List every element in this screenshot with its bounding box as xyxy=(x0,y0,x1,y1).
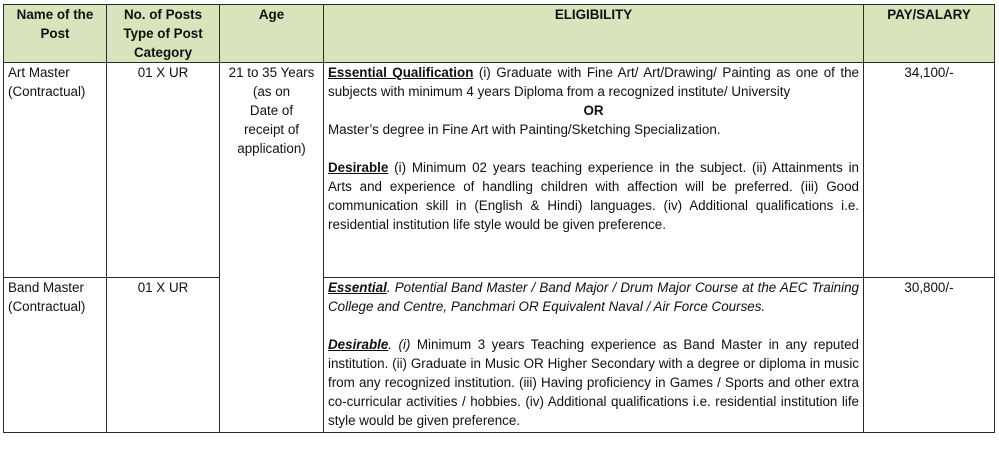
header-pay-salary: PAY/SALARY xyxy=(864,5,995,63)
essential-label: Essential Qualification xyxy=(328,65,474,80)
header-posts-line3: Category xyxy=(133,45,193,60)
age-note-line3: Date of xyxy=(249,103,294,118)
posts-count-cell: 01 X UR xyxy=(107,63,220,278)
header-age: Age xyxy=(220,5,324,63)
post-name: Band Master xyxy=(8,280,84,295)
desirable-text: (i) Minimum 02 years teaching experience in the subject. (ii) Attainments in Arts and experience of handling children with affection will be preferred. (iii) Good communication skill in (English & Hindi) languages. (iv) Additional qualifications i.e. residential institution life style would be given preference. xyxy=(328,160,859,232)
age-cell xyxy=(220,63,324,433)
desirable-qualification xyxy=(328,335,859,430)
header-post-name: Name of the Post xyxy=(4,5,107,63)
essential-qualification xyxy=(328,63,859,101)
desirable-text: Minimum 3 years Teaching experience as Band Master in any reputed institution. (ii) Graduate in Music OR Higher Secondary with a degree or diploma in music from any recognized institution. (iii) Having proficiency in Games / Sports and other extra co-curricular activities / hobbies. (iv) Additional qualifications i.e. residential institution life style would be given preference. xyxy=(328,337,859,428)
eligibility-table xyxy=(3,4,995,433)
post-name-cell xyxy=(4,278,107,433)
header-no-of-posts xyxy=(107,5,220,63)
posts-count-cell: 01 X UR xyxy=(107,278,220,433)
or-separator: OR xyxy=(583,103,604,118)
header-posts-line1: No. of Posts xyxy=(123,7,203,22)
desirable-label: Desirable xyxy=(328,337,389,352)
age-note-line2: (as on xyxy=(252,84,291,99)
desirable-lead: . (i) xyxy=(388,337,411,352)
essential-qualification xyxy=(328,278,859,316)
pay-cell: 30,800/- xyxy=(864,278,995,433)
post-name: Art Master xyxy=(8,65,70,80)
essential-text: . Potential Band Master / Band Major / Drum Major Course at the AEC Training College and Centre, Panchmari OR Equivalent Naval / Air Force Courses. xyxy=(328,280,859,314)
eligibility-cell xyxy=(324,278,864,433)
eligibility-cell xyxy=(324,63,864,278)
post-type: (Contractual) xyxy=(8,84,86,99)
desirable-label: Desirable xyxy=(328,160,389,175)
table-row xyxy=(4,278,995,433)
post-name-cell xyxy=(4,63,107,278)
desirable-qualification xyxy=(328,158,859,234)
header-posts-line2: Type of Post xyxy=(123,26,203,41)
age-note-line5: application) xyxy=(237,141,306,156)
table-header-row xyxy=(4,5,995,63)
age-range: 21 to 35 Years xyxy=(228,65,315,80)
table-row xyxy=(4,63,995,278)
header-eligibility: ELIGIBILITY xyxy=(324,5,864,63)
pay-cell: 34,100/- xyxy=(864,63,995,278)
post-type: (Contractual) xyxy=(8,299,86,314)
essential-label: Essential xyxy=(328,280,387,295)
essential-text: (i) Graduate with Fine Art/ Art/Drawing/ Painting as one of the subjects with minimum 4 years Diploma from a recognized institute/ University xyxy=(328,65,859,99)
alternative-qualification: Master’s degree in Fine Art with Painting/Sketching Specialization. xyxy=(328,122,721,137)
age-note-line4: receipt of xyxy=(243,122,300,137)
